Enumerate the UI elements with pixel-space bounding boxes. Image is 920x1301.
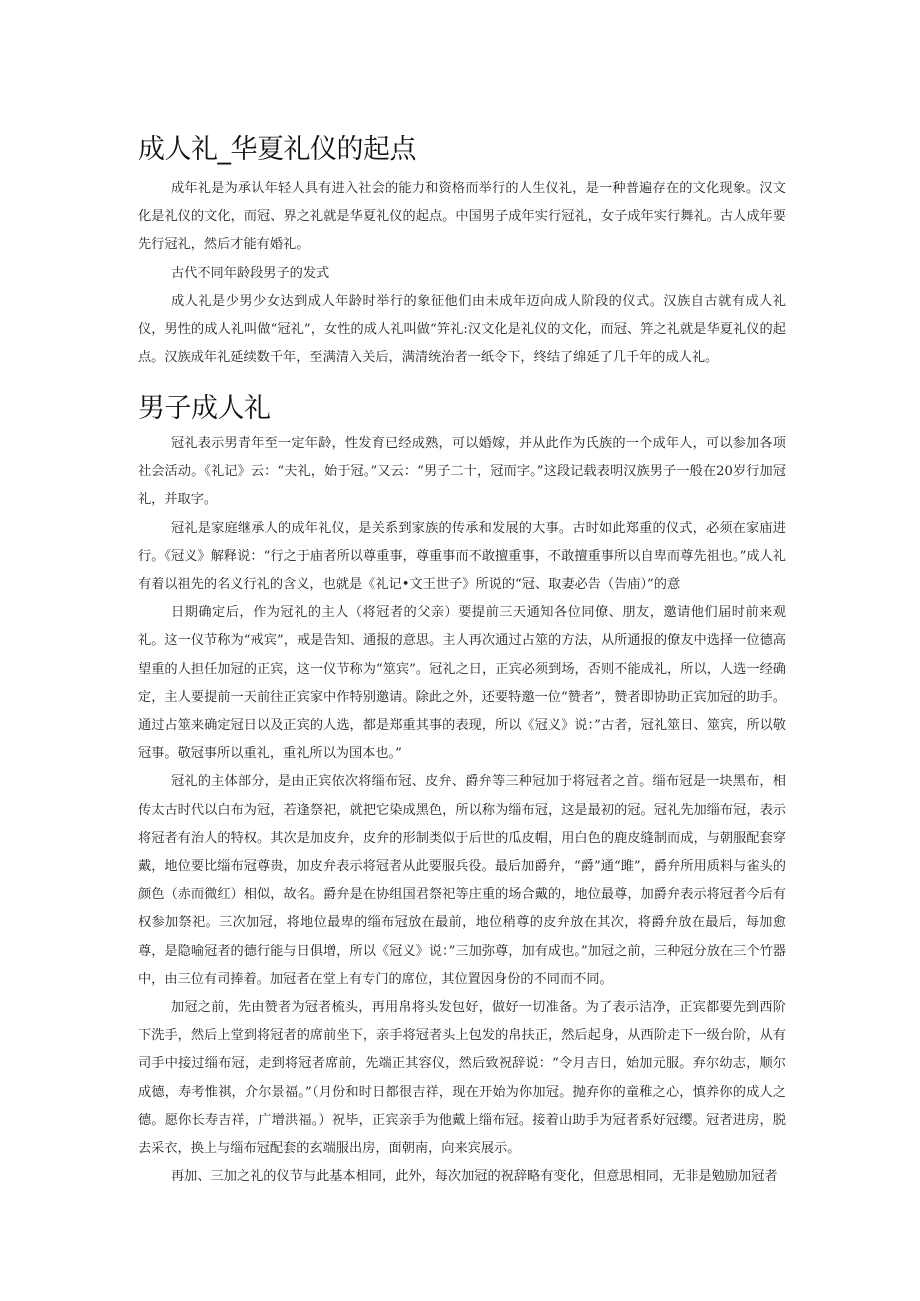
section-heading: 男子成人礼 xyxy=(138,393,271,424)
paragraph: 成人礼是少男少女达到成人年龄时举行的象征他们由未成年迈向成人阶段的仪式。汉族自古就有成人礼仪，男性的成人礼叫做“冠礼”，女性的成人礼叫做“笄礼:汉文化是礼仪的文化，而冠、笄之礼就是华夏礼仪的起点。汉族成年礼延续数千年，至满清入关后，满清统治者一纸令下，终结了绵延了几千年的成人礼。 xyxy=(138,293,786,366)
paragraph: 冠礼表示男青年至一定年龄，性发育已经成熟，可以婚嫁，并从此作为氏族的一个成年人，可以参加各项社会活动。《礼记》云：“夫礼，始于冠。”又云：“男子二十，冠而字。”这段记载表明汉族男子一般在20岁行加冠礼，并取字。 xyxy=(138,436,786,508)
male-rite-section xyxy=(138,430,786,1191)
paragraph: 冠礼是家庭继承人的成年礼仪，是关系到家族的传承和发展的大事。古时如此郑重的仪式，必须在家庙进行。《冠义》解释说：“行之于庙者所以尊重事，尊重事而不敢擅重事，不敢擅重事所以自卑而尊先祖也。”成人礼有着以祖先的名义行礼的含义，也就是《礼记•文王世子》所说的“冠、取妻必告（告庙）”的意 xyxy=(138,520,786,593)
paragraph: 加冠之前，先由赞者为冠者梳头，再用帛将头发包好，做好一切准备。为了表示洁净，正宾都要先到西阶下洗手，然后上堂到将冠者的席前坐下，亲手将冠者头上包发的帛扶正，然后起身，从西阶走下一级台阶，从有司手中接过缁布冠，走到将冠者席前，先端正其容仪，然后致祝辞说：“令月吉日，始加元服。弃尔幼志，顺尔成德，寿考惟祺，介尔景福。”（月份和时日都很吉祥，现在开始为你加冠。抛弃你的童稚之心，慎养你的成人之德。愿你长寿吉祥，广增洪福。）祝毕，正宾亲手为他戴上缁布冠。接着山助手为冠者系好冠缨。冠者进房，脱去采衣，换上与缁布冠配套的玄端服出房，面朝南，向来宾展示。 xyxy=(138,1000,786,1157)
page-title: 成人礼_华夏礼仪的起点 xyxy=(138,134,416,165)
intro-section xyxy=(138,175,786,372)
paragraph: 成年礼是为承认年轻人具有进入社会的能力和资格而举行的人生仪礼，是一种普遍存在的文化现象。汉文化是礼仪的文化，而冠、界之礼就是华夏礼仪的起点。中国男子成年实行冠礼，女子成年实行舞礼。古人成年要先行冠礼，然后才能有婚礼。 xyxy=(138,181,786,253)
paragraph: 日期确定后，作为冠礼的主人（将冠者的父亲）要提前三天通知各位同僚、朋友，邀请他们届时前来观礼。这一仪节称为“戒宾”，戒是告知、通报的意思。主人再次通过占筮的方法，从所通报的僚友中选择一位德高望重的人担任加冠的正宾，这一仪节称为“筮宾”。冠礼之日，正宾必须到场，否则不能成礼，所以，人选一经确定，主人要提前一天前往正宾家中作特别邀请。除此之外，还要特邀一位“赞者”，赞者即协助正宾加冠的助手。通过占筮来确定冠日以及正宾的人选，都是郑重其事的表现，所以《冠义》说：”古者，冠礼筮日、筮宾，所以敬冠事。敬冠事所以重礼，重礼所以为国本也。” xyxy=(138,605,786,762)
paragraph: 冠礼的主体部分，是由正宾依次将缁布冠、皮弁、爵弁等三种冠加于将冠者之首。缁布冠是一块黑布，相传太古时代以白布为冠，若逢祭祀，就把它染成黑色，所以称为缁布冠，这是最初的冠。冠礼先加缁布冠，表示将冠者有治人的特权。其次是加皮弁，皮弁的形制类似于后世的瓜皮帽，用白色的鹿皮缝制而成，与朝服配套穿戴，地位要比缁布冠尊贵，加皮弁表示将冠者从此要服兵役。最后加爵弁，“爵”通“雎”，爵弁所用质料与雀头的颜色（赤而微红）相似，故名。爵弁是在协组国君祭祀等庄重的场合戴的，地位最尊，加爵弁表示将冠者今后有权参加祭祀。三次加冠，将地位最卑的缁布冠放在最前，地位稍尊的皮弁放在其次，将爵弁放在最后，每加愈尊，是隐喻冠者的德行能与日俱增，所以《冠义》说：”三加弥尊，加有成也。”加冠之前，三种冠分放在三个竹器中，由三位有司捧着。加冠者在堂上有专门的席位，其位置因身份的不同而不同。 xyxy=(138,774,786,987)
figure-caption: 古代不同年龄段男子的发式 xyxy=(171,265,330,281)
paragraph: 再加、三加之礼的仪节与此基本相同，此外，每次加冠的祝辞略有变化，但意思相同，无非是勉励加冠者 xyxy=(171,1169,778,1185)
